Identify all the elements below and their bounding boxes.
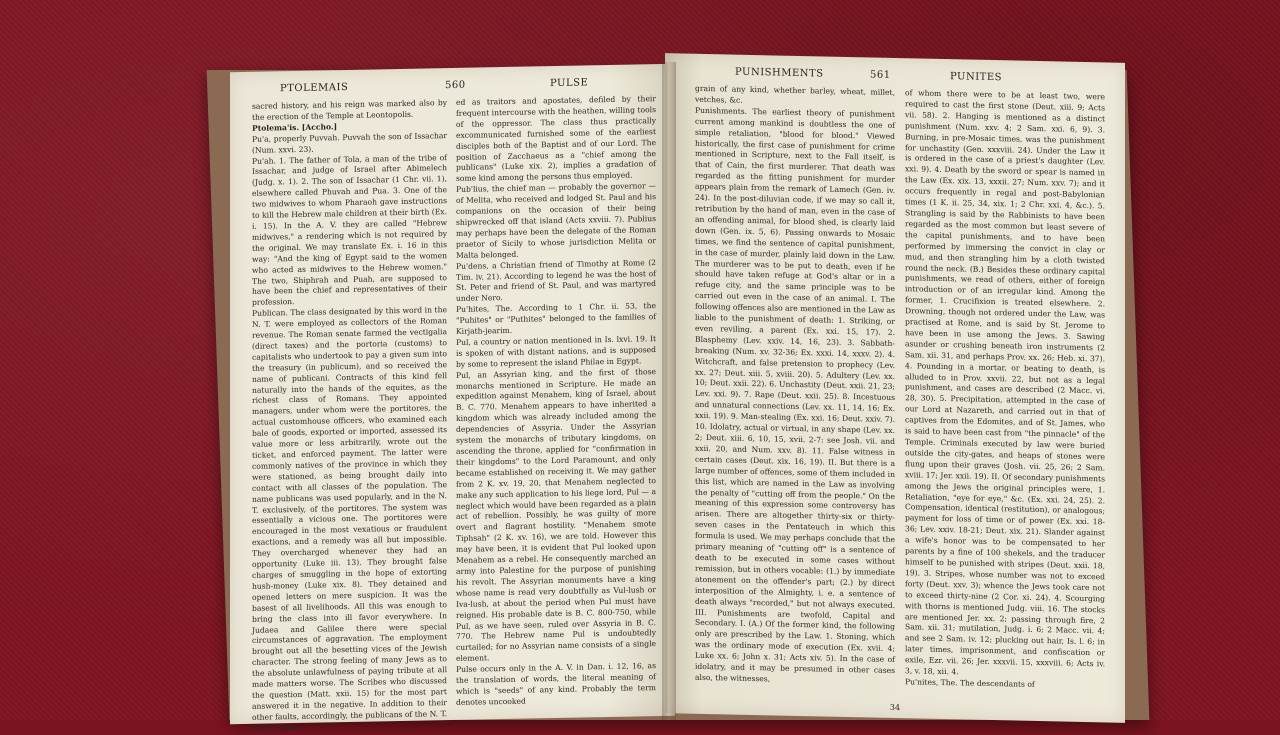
paragraph: Punishments. The earliest theory of punishment current among mankind is doubtless the one of simple retaliation, "blood for blood." Viewed historically, the first case of punishment for crime mentioned in Scripture, next to the Fall itself, is that of Cain, the first murderer. That death was regarded as the fitting punishment for murder appears plain from the remark of Lamech (Gen. iv. 24). In the post-diluvian code, if we may so call it, retribution by the hand of man, even in the case of an offending animal, for blood shed, is clearly laid down (Gen. ix. 5, 6). Passing onwards to Mosaic times, we find the sentence of capital punishment, in the case of murder, plainly laid down in the Law. The murderer was to be put to death, even if he should have taken refuge at God's altar or in a refuge city, and the same principle was to be carried out even in the case of an animal. I. The following offences also are mentioned in the Law as liable to the punishment of death: 1. Striking, or even reviling, a parent (Ex. xxi. 15, 17). 2. Blasphemy (Lev. xxiv. 14, 16, 23). 3. Sabbath-breaking (Num. xv. 32-36; Ex. xxxi. 14, xxxv. 2). 4. Witchcraft, and false pretension to prophecy (Lev. xx. 27; Deut. xiii. 5, xviii. 20). 5. Adultery (Lev. xx. 10; Deut. xxii. 22). 6. Unchastity (Deut. xxii. 21, 23; Lev. xxi. 9). 7. Rape (Deut. xxii. 25). 8. Incestuous and unnatural connections (Lev. xx. 11, 14, 16; Ex. xxii. 19). 9. Man-stealing (Ex. xxi. 16; Deut. xxiv. 7). 10. Idolatry, actual or virtual, in any shape (Lev. xx. 2; Deut. xiii. 6, 10, 15, xvii. 2-7: see Josh. vii. and xxii. 20, and Num. xxv. 8). 11. False witness in certain cases (Deut. xix. 16, 19). II. But there is a large number of offences, some of them included in this list, which are named in the Law as involving the penalty of "cutting off from the people." On the meaning of this expression some controversy has arisen. There are altogether thirty-six or thirty-seven cases in the Pentateuch in which this formula is used. We may perhaps conclude that the primary meaning of "cutting off" is a sentence of death to be executed in some cases without remission, but in others vocable: (1.) by immediate atonement on the offender's part; (2.) by direct interposition of the Almighty, i. e. a sentence of death always "recorded," but not always executed. III. Punishments are twofold, Capital and Secondary. I. (A.) Of the former kind, the following only are prescribed by the Law. 1. Stoning, which was the ordinary mode of execution (Ex. xvii. 4; Luke xx. 6; John x. 31; Acts xiv. 5). In the case of idolatry, and it may be presumed in other cases also, the witnesses, <box>695 105 896 684</box>
right-page <box>665 53 1125 723</box>
paragraph: Pulse occurs only in the A. V. in Dan. i. 12, 16, as the translation of words, the literal meaning of which is "seeds" of any kind. Probably the term denotes uncooked <box>456 661 656 707</box>
entry-heading: Ptolema'is. [Accho.] <box>252 122 338 133</box>
paragraph: Pub'lius, the chief man — probably the governor — of Melita, who received and lodged St. Paul and his companions on the occasion of their being shipwrecked off that island (Acts xxviii. 7). Publius may perhaps have been the delegate of the Roman praetor of Sicily to whose jurisdiction Melita or Malta belonged. <box>456 181 656 260</box>
book-gutter <box>662 62 676 720</box>
right-header-right: PUNITES <box>950 71 1003 84</box>
paragraph: Pu'hites, The. According to 1 Chr. ii. 53, the "Puhites" or "Puthites" belonged to the families of Kirjath-jearim. <box>456 301 656 336</box>
paragraph: Pu'ah. 1. The father of Tola, a man of the tribe of Issachar, and judge of Israel after Abimelech (Judg. x. 1). 2. The son of Issachar (1 Chr. vii. 1), elsewhere called Phuvah and Pua. 3. One of the two midwives to whom Pharaoh gave instructions to kill the Hebrew male children at their birth (Ex. i. 15). In the A. V. they are called "Hebrew midwives," a rendering which is not required by the original. We may translate Ex. i. 16 in this way: "And the king of Egypt said to the women who acted as midwives to the Hebrew women." The two, Shiphrah and Puah, are supposed to have been the chief and representatives of their profession. <box>252 152 447 308</box>
paragraph: Publican. The class designated by this word in the N. T. were employed as collectors of the Roman revenue. The Roman senate farmed the vectigalia (direct taxes) and the portoria (customs) to capitalists who undertook to pay a given sum into the treasury (in publicum), and so received the name of publicani. Contracts of this kind fell naturally into the hands of the equites, as the richest class of Romans. They appointed managers, under whom were the portitores, the actual customhouse officers, who examined each bale of goods, exported or imported, assessed its value more or less arbitrarily, wrote out the ticket, and enforced payment. The latter were commonly natives of the province in which they were stationed, as being brought daily into contact with all classes of the population. The name publicans was used popularly, and in the N. T. exclusively, of the portitores. The system was essentially a vicious one. The portitores were encouraged in the most vexatious or fraudulent exactions, and a remedy was all but impossible. They overcharged whenever they had an opportunity (Luke iii. 13). They brought false charges of smuggling in the hope of extorting hush-money (Luke xix. 8). They detained and opened letters on mere suspicion. It was the basest of all livelihoods. All this was enough to bring the class into ill favor everywhere. In Judaea and Galilee there were special circumstances of aggravation. The employment brought out all the besetting vices of the Jewish character. The strong feeling of many Jews as to the absolute unlawfulness of paying tribute at all made matters worse. The Scribes who discussed the question (Matt. xxii. 15) for the most part answered it in the negative. In addition to their other faults, accordingly, the publicans of the N. T. were regard- <box>252 305 447 733</box>
left-column-2 <box>456 94 656 714</box>
left-header-left: PTOLEMAIS <box>280 82 349 95</box>
left-page-number: 560 <box>445 79 466 92</box>
paragraph: ed as traitors and apostates, defiled by their frequent intercourse with the heathen, willing tools of the oppressor. The class thus practically excommunicated furnished some of the earliest disciples both of the Baptist and of our Lord. The position of Zacchaeus as a "chief among the publicans" (Luke xix. 2), implies a gradation of some kind among the persons thus employed. <box>456 94 656 184</box>
paragraph: Pul, a country or nation mentioned in Is. lxvi. 19. It is spoken of with distant nations, and is supposed by some to represent the island Philae in Egypt. <box>456 334 656 369</box>
right-header-left: PUNISHMENTS <box>735 66 824 80</box>
left-header-right: PULSE <box>550 77 589 90</box>
paragraph: of whom there were to be at least two, were required to cast the first stone (Deut. xiii. 9; Acts vii. 58). 2. Hanging is mentioned as a distinct punishment (Num. xxv. 4; 2 Sam. xxi. 6, 9). 3. Burning, in pre-Mosaic times, was the punishment for unchastity (Gen. xxxviii. 24). Under the Law it is ordered in the case of a priest's daughter (Lev. xxi. 9). 4. Death by the sword or spear is named in the Law (Ex. xix. 13, xxxii. 27; Num. xxv. 7); and it occurs frequently in regal and post-Babylonian times (1 K. ii. 25, 34, xix. 1; 2 Chr. xxi. 4, &c.). 5. Strangling is said by the Rabbinists to have been regarded as the most common but least severe of the capital punishments, and to have been performed by immersing the convict in clay or mud, and then strangling him by a cloth twisted round the neck. (B.) Besides these ordinary capital punishments, we read of others, either of foreign introduction or of an irregular kind. Among the former, 1. Crucifixion is treated elsewhere. 2. Drowning, though not ordered under the Law, was practised at Rome, and is said by St. Jerome to have been in use among the Jews. 3. Sawing asunder or crushing beneath iron instruments (2 Sam. xii. 31, and perhaps Prov. xx. 26; Heb. xi. 37). 4. Pounding in a mortar, or beating to death, is alluded to in Prov. xxvii. 22, but not as a legal punishment, and cases are described (2 Macc. vi. 28, 30). 5. Precipitation, attempted in the case of our Lord at Nazareth, and carried out in that of captives from the Edomites, and of St. James, who is said to have been cast from "the pinnacle" of the Temple. Criminals executed by law were buried outside the city-gates, and heaps of stones were flung upon their graves (Josh. vii. 25, 26; 2 Sam. xviii. 17; Jer. xxii. 19). II. Of secondary punishments among the Jews the original principles were, 1. Retaliation, "eye for eye," &c. (Ex. xxi. 24, 25). 2. Compensation, identical (restitution), or analogous; payment for loss of time or of power (Ex. xxi. 18-36; Lev. xxiv. 18-21; Deut. xix. 21). Slander against a wife's honor was to be compensated to her parents by a fine of 100 shekels, and the traducer himself to be punished with stripes (Deut. xxii. 18, 19). 3. Stripes, whose number was not to exceed forty (Deut. xxv. 3); whence the Jews took care not to exceed thirty-nine (2 Cor. xi. 24). 4. Scourging with thorns is mentioned Judg. viii. 16. The stocks are mentioned Jer. xx. 2; passing through fire, 2 Sam. xii. 31; mutilation, Judg. i. 6; 2 Macc. vii. 4; and see 2 Sam. iv. 12; plucking out hair, Is. l. 6; in later times, imprisonment, and confiscation or exile, Ezr. vii. 26; Jer. xxxvii. 15, xxxviii. 6; Acts iv. 3, v. 18, xii. 4. <box>905 88 1105 677</box>
paragraph: Pu'nites, The. The descendants of <box>905 677 1035 689</box>
signature-mark: 34 <box>889 702 901 713</box>
paragraph: Pu'a, properly Puvvah. Puvvah the son of Issachar (Num. xxvi. 23). <box>252 130 447 155</box>
left-page <box>230 64 675 733</box>
paragraph: sacred history, and his reign was marked also by the erection of the Temple at Leontopolis. <box>252 98 447 122</box>
paragraph: grain of any kind, whether barley, wheat, millet, vetches, &c. <box>695 83 895 105</box>
paragraph: Pu'dens, a Christian friend of Timothy at Rome (2 Tim. iv. 21). According to legend he was the host of St. Peter and friend of St. Paul, and was martyred under Nero. <box>456 257 656 304</box>
paragraph: Pul, an Assyrian king, and the first of those monarchs mentioned in Scripture. He made an expedition against Menahem, king of Israel, about B. C. 770. Menahem appears to have inherited a kingdom which was already included among the dependencies of Assyria. Under the Assyrian system the monarchs of tributary kingdoms, on ascending the throne, applied for "confirmation in their kingdoms" to the Lord Paramount, and only became established on receiving it. We may gather from 2 K. xv. 19, 20, that Menahem neglected to make any such application to his liege lord, Pul — a neglect which would have been regarded as a plain act of rebellion. Possibly, he was guilty of more overt and flagrant hostility. "Menahem smote Tiphsah" (2 K. xv. 16), we are told. However this may have been, it is evident that Pul looked upon Menahem as a rebel. He consequently marched an army into Palestine for the purpose of punishing his revolt. The Assyrian monuments have a king whose name is read very doubtfully as Vul-lush or Iva-lush, at about the period when Pul must have reigned. His probable date is B. C. 800-750, while Pul, as we have seen, ruled over Assyria in B. C. 770. The Hebrew name Pul is undoubtedly curtailed; for no Assyrian name consists of a single element. <box>456 366 656 664</box>
right-page-number: 561 <box>870 69 891 81</box>
right-column-2 <box>905 88 1105 716</box>
left-column-1 <box>252 98 447 733</box>
right-column-1 <box>695 84 895 712</box>
